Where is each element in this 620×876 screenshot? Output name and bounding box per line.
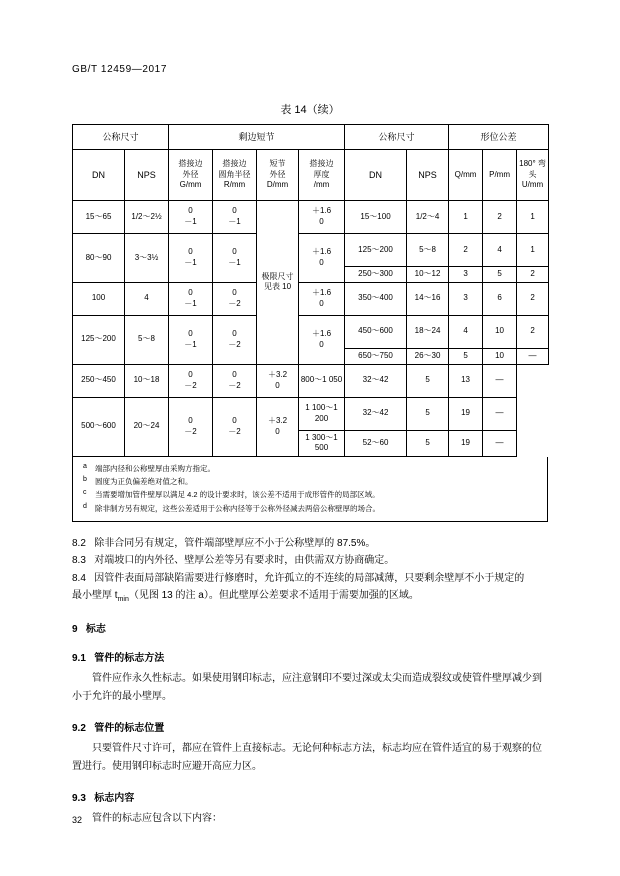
cell-u: 2: [517, 315, 549, 348]
cell-r-tolerance: 0 －2: [213, 397, 257, 457]
page-content: [72, 64, 548, 828]
cell-p: 2: [483, 201, 517, 234]
table-title: 表 14（续）: [280, 104, 340, 116]
cell-d-limit: 极限尺寸 见表 10: [257, 201, 299, 365]
note-mark: d: [83, 502, 87, 510]
cell-u: —: [483, 430, 517, 457]
subsection-9-1-text: 管件应作永久性标志。如果使用钢印标志，应注意钢印不要过深或太尖而造成裂纹或使管件壁厚减少到小于允许的最小壁厚。: [72, 673, 542, 702]
cell-q: 4: [449, 315, 483, 348]
subheader-lap-thickness: 搭接边 厚度 /mm: [299, 150, 345, 201]
cell-nps-left: 1/2～2½: [125, 201, 169, 234]
table-note: [83, 462, 539, 475]
cell-p: 6: [483, 282, 517, 315]
cell-lap-thickness: ＋1.6 0: [299, 282, 345, 315]
cell-u: 2: [517, 282, 549, 315]
note-text: 端部内径和公称壁厚由采购方指定。: [95, 464, 215, 474]
cell-p: 19: [449, 430, 483, 457]
subheader-p: P/mm: [483, 150, 517, 201]
clause-8-2: [72, 535, 548, 553]
cell-dn-right: 250～300: [345, 267, 407, 283]
cell-r-tolerance: 0 －2: [213, 282, 257, 315]
table-subheader-row: [73, 150, 549, 201]
page-number: 32: [72, 815, 83, 825]
subsection-title: 管件的标志方法: [94, 653, 165, 665]
cell-dn-right: 350～400: [345, 282, 407, 315]
cell-p: 10: [483, 348, 517, 364]
note-text: 除非制方另有规定，这些公差适用于公称内径等于公称外径减去两倍公称壁厚的场合。: [95, 503, 380, 513]
cell-dn-right: 1 100～1 200: [299, 397, 345, 430]
note-text: 当需要增加管件壁厚以满足 4.2 的设计要求时，该公差不适用于成形管件的局部区域。: [95, 490, 380, 500]
table-note: [83, 488, 539, 501]
subheader-stub-outer-diameter: 短节 外径 D/mm: [257, 150, 299, 201]
clause-8-4: [72, 570, 548, 607]
cell-nps-left: 20～24: [125, 397, 169, 457]
cell-u: —: [483, 364, 517, 397]
cell-nps-right: 10～12: [407, 267, 449, 283]
subheader-nps-right: NPS: [407, 150, 449, 201]
cell-dn-left: 250～450: [73, 364, 125, 397]
subsection-number: 9.2: [72, 723, 86, 735]
subsection-9-2-text: 只要管件尺寸许可，都应在管件上直接标志。无论何种标志方法，标志均应在管件适宜的易于观察的位置进行。使用钢印标志时应避开高应力区。: [72, 743, 542, 772]
clause-number: 8.4: [72, 572, 86, 584]
cell-dn-right: 650～750: [345, 348, 407, 364]
cell-nps-right: 14～16: [407, 282, 449, 315]
cell-dn-left: 15～65: [73, 201, 125, 234]
cell-q: 5: [407, 430, 449, 457]
note-text: 圆度为正负偏差绝对值之和。: [95, 477, 193, 487]
table-row: [73, 397, 549, 430]
cell-r-tolerance: 0 －1: [213, 234, 257, 283]
subsection-number: 9.1: [72, 653, 86, 665]
cell-dn-left: 80～90: [73, 234, 125, 283]
subheader-q: Q/mm: [449, 150, 483, 201]
group-header-nominal-right: 公称尺寸: [345, 125, 449, 150]
cell-q: 1: [449, 201, 483, 234]
note-mark: c: [83, 489, 87, 497]
clause-text-part1: 因管件表面局部缺陷需要进行修磨时，允许孤立的不连续的局部减薄，只要剩余壁厚不小于规定的: [94, 572, 525, 584]
cell-lap-thickness: ＋1.6 0: [299, 201, 345, 234]
table-row: [73, 234, 549, 267]
subsection-title: 管件的标志位置: [94, 723, 165, 735]
table-row: [73, 315, 549, 348]
subsection-9-3-heading: [72, 789, 548, 804]
section-number: 9: [72, 624, 78, 636]
table-note: [83, 475, 539, 488]
clause-number: 8.3: [72, 555, 86, 567]
cell-r-tolerance: 0 －1: [213, 201, 257, 234]
cell-q: 5: [449, 348, 483, 364]
cell-q: 5: [407, 364, 449, 397]
cell-p: 13: [449, 364, 483, 397]
cell-u: 2: [517, 267, 549, 283]
cell-g-tolerance: 0 －1: [169, 315, 213, 364]
cell-dn-right: 125～200: [345, 234, 407, 267]
cell-nps-left: 10～18: [125, 364, 169, 397]
subheader-u-elbow: 180° 弯头 U/mm: [517, 150, 549, 201]
cell-nps-right: 32～42: [345, 364, 407, 397]
cell-lap-thickness: ＋1.6 0: [299, 315, 345, 364]
cell-g-tolerance: 0 －2: [169, 364, 213, 397]
group-header-form-tolerance: 形位公差: [449, 125, 549, 150]
clause-text: 对端坡口的内外径、壁厚公差等另有要求时，由供需双方协商确定。: [94, 555, 395, 567]
table-group-header-row: [73, 125, 549, 150]
cell-nps-right: 52～60: [345, 430, 407, 457]
subheader-dn-left: DN: [73, 150, 125, 201]
cell-u: —: [483, 397, 517, 430]
table-row: [73, 282, 549, 315]
group-header-lap-joint: 剩边短节: [169, 125, 345, 150]
cell-dn-right: 1 300～1 500: [299, 430, 345, 457]
cell-u: 1: [517, 234, 549, 267]
cell-lap-thickness: ＋3.2 0: [257, 397, 299, 457]
cell-nps-right: 32～42: [345, 397, 407, 430]
cell-dn-right: 800～1 050: [299, 364, 345, 397]
cell-q: 5: [407, 397, 449, 430]
table-row: [73, 201, 549, 234]
cell-lap-thickness: ＋1.6 0: [299, 234, 345, 283]
clause-number: 8.2: [72, 537, 86, 549]
cell-nps-left: 4: [125, 282, 169, 315]
cell-dn-left: 500～600: [73, 397, 125, 457]
cell-u: —: [517, 348, 549, 364]
clause-text-part2: 最小壁厚 t: [72, 590, 118, 602]
subheader-lap-fillet-radius: 搭接边 圆角半径 R/mm: [213, 150, 257, 201]
cell-p: 4: [483, 234, 517, 267]
cell-nps-right: 1/2～4: [407, 201, 449, 234]
clause-text-part3: （见图 13 的注 a）。但此壁厚公差要求不适用于需要加强的区域。: [128, 590, 419, 602]
clause-8-3: [72, 552, 548, 570]
cell-nps-right: 18～24: [407, 315, 449, 348]
subheader-lap-outer-diameter: 搭接边 外径 G/mm: [169, 150, 213, 201]
note-mark: b: [83, 476, 87, 484]
table-row: [73, 364, 549, 397]
subsection-number: 9.3: [72, 793, 86, 805]
section-title: 标志: [85, 624, 106, 636]
subsection-9-2-heading: [72, 719, 548, 734]
cell-g-tolerance: 0 －1: [169, 234, 213, 283]
cell-g-tolerance: 0 －1: [169, 201, 213, 234]
subsection-9-1-heading: [72, 649, 548, 664]
cell-p: 19: [449, 397, 483, 430]
dimensions-table: [72, 124, 549, 457]
cell-u: 1: [517, 201, 549, 234]
cell-dn-left: 125～200: [73, 315, 125, 364]
cell-q: 2: [449, 234, 483, 267]
cell-q: 3: [449, 282, 483, 315]
section-9-heading: [72, 620, 548, 635]
subsection-title: 标志内容: [94, 793, 135, 805]
table-notes: [72, 457, 548, 522]
cell-g-tolerance: 0 －2: [169, 397, 213, 457]
cell-p: 10: [483, 315, 517, 348]
cell-nps-right: 26～30: [407, 348, 449, 364]
cell-dn-left: 100: [73, 282, 125, 315]
standard-id: GB/T 12459—2017: [72, 64, 167, 75]
subheader-nps-left: NPS: [125, 150, 169, 201]
cell-p: 5: [483, 267, 517, 283]
cell-nps-right: 5～8: [407, 234, 449, 267]
clause-text: 除非合同另有规定，管件端部壁厚应不小于公称壁厚的 87.5%。: [94, 537, 376, 549]
group-header-nominal-left: 公称尺寸: [73, 125, 169, 150]
cell-nps-left: 5～8: [125, 315, 169, 364]
table-note: [83, 502, 539, 515]
subsection-9-3-text: 管件的标志应包含以下内容：: [92, 813, 222, 825]
cell-r-tolerance: 0 －2: [213, 315, 257, 364]
cell-nps-left: 3～3½: [125, 234, 169, 283]
cell-dn-right: 450～600: [345, 315, 407, 348]
cell-q: 3: [449, 267, 483, 283]
cell-lap-thickness: ＋3.2 0: [257, 364, 299, 397]
cell-g-tolerance: 0 －1: [169, 282, 213, 315]
note-mark: a: [83, 463, 87, 471]
clause-subscript: min: [117, 596, 129, 604]
cell-dn-right: 15～100: [345, 201, 407, 234]
cell-r-tolerance: 0 －2: [213, 364, 257, 397]
subheader-dn-right: DN: [345, 150, 407, 201]
